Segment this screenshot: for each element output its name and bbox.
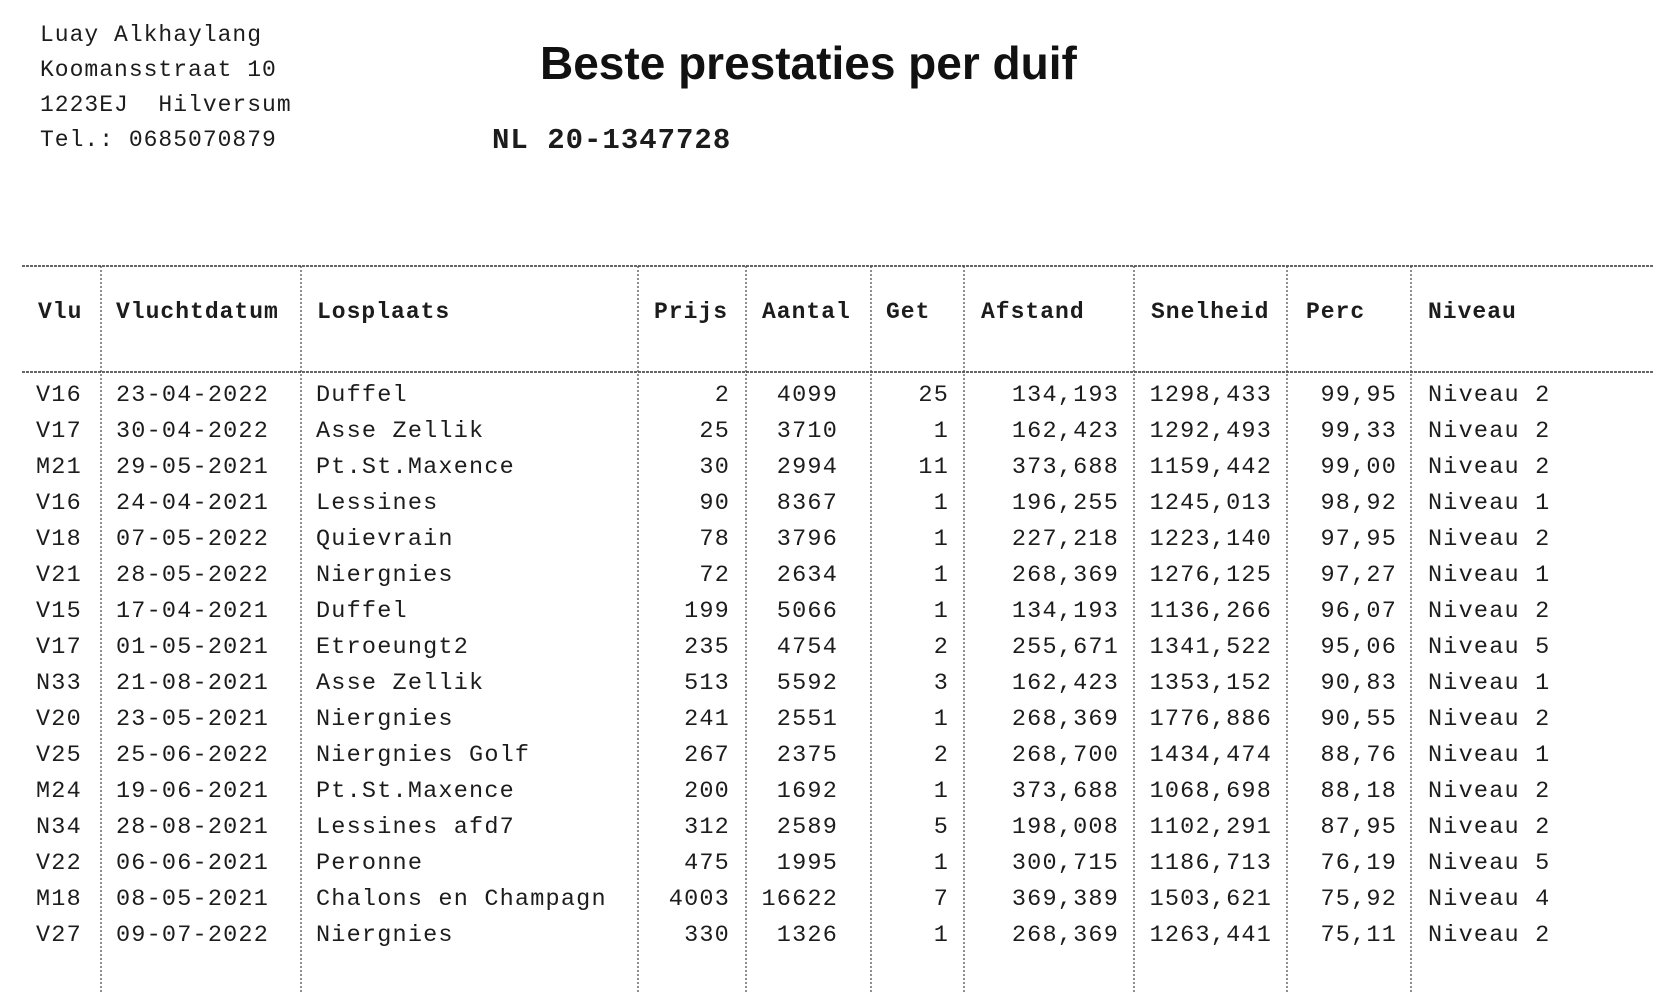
- cell-aantal: 2634: [776, 562, 838, 589]
- table-row: [0, 666, 1654, 702]
- cell-get: 1: [933, 418, 949, 445]
- cell-niveau: Niveau 2: [1428, 598, 1551, 625]
- cell-aantal: 2375: [776, 742, 838, 769]
- cell-aantal: 5592: [776, 670, 838, 697]
- header-vluchtdatum: Vluchtdatum: [116, 299, 279, 325]
- cell-perc: 96,07: [1320, 598, 1397, 625]
- cell-perc: 97,95: [1320, 526, 1397, 553]
- cell-niveau: Niveau 2: [1428, 778, 1551, 805]
- cell-aantal: 3710: [776, 418, 838, 445]
- cell-get: 2: [933, 634, 949, 661]
- cell-niveau: Niveau 2: [1428, 706, 1551, 733]
- cell-afstand: 268,369: [1011, 706, 1119, 733]
- cell-vluchtdatum: 23-04-2022: [116, 382, 270, 409]
- cell-get: 1: [933, 778, 949, 805]
- cell-perc: 99,33: [1320, 418, 1397, 445]
- cell-aantal: 4099: [776, 382, 838, 409]
- cell-afstand: 134,193: [1011, 598, 1119, 625]
- cell-vluchtdatum: 30-04-2022: [116, 418, 270, 445]
- cell-afstand: 373,688: [1011, 454, 1119, 481]
- cell-vlu: V27: [36, 922, 82, 949]
- cell-afstand: 369,389: [1011, 886, 1119, 913]
- cell-losplaats: Chalons en Champagn: [316, 886, 607, 913]
- cell-afstand: 268,369: [1011, 922, 1119, 949]
- cell-prijs: 30: [699, 454, 730, 481]
- cell-afstand: 268,369: [1011, 562, 1119, 589]
- cell-vlu: M18: [36, 886, 82, 913]
- cell-vlu: V16: [36, 490, 82, 517]
- cell-losplaats: Niergnies: [316, 562, 454, 589]
- cell-perc: 75,92: [1320, 886, 1397, 913]
- cell-losplaats: Pt.St.Maxence: [316, 778, 515, 805]
- cell-losplaats: Duffel: [316, 382, 408, 409]
- cell-prijs: 235: [684, 634, 730, 661]
- cell-perc: 99,95: [1320, 382, 1397, 409]
- table-row: [0, 918, 1654, 954]
- cell-get: 25: [918, 382, 949, 409]
- cell-prijs: 330: [684, 922, 730, 949]
- cell-losplaats: Asse Zellik: [316, 418, 485, 445]
- cell-vlu: V22: [36, 850, 82, 877]
- cell-prijs: 267: [684, 742, 730, 769]
- cell-vlu: V18: [36, 526, 82, 553]
- cell-afstand: 162,423: [1011, 418, 1119, 445]
- cell-get: 1: [933, 490, 949, 517]
- table-row: [0, 630, 1654, 666]
- header-prijs: Prijs: [654, 299, 729, 325]
- cell-snelheid: 1341,522: [1149, 634, 1272, 661]
- cell-niveau: Niveau 1: [1428, 742, 1551, 769]
- cell-vlu: N34: [36, 814, 82, 841]
- cell-perc: 90,83: [1320, 670, 1397, 697]
- cell-aantal: 1326: [776, 922, 838, 949]
- cell-snelheid: 1102,291: [1149, 814, 1272, 841]
- cell-snelheid: 1434,474: [1149, 742, 1272, 769]
- cell-niveau: Niveau 2: [1428, 922, 1551, 949]
- cell-vlu: V25: [36, 742, 82, 769]
- owner-name: Luay Alkhaylang: [40, 22, 263, 48]
- cell-afstand: 162,423: [1011, 670, 1119, 697]
- header-snelheid: Snelheid: [1151, 299, 1270, 325]
- cell-snelheid: 1159,442: [1149, 454, 1272, 481]
- cell-losplaats: Pt.St.Maxence: [316, 454, 515, 481]
- cell-get: 11: [918, 454, 949, 481]
- cell-perc: 90,55: [1320, 706, 1397, 733]
- cell-vlu: V21: [36, 562, 82, 589]
- cell-prijs: 475: [684, 850, 730, 877]
- cell-prijs: 25: [699, 418, 730, 445]
- table-row: [0, 522, 1654, 558]
- cell-perc: 97,27: [1320, 562, 1397, 589]
- cell-afstand: 255,671: [1011, 634, 1119, 661]
- header-perc: Perc: [1306, 299, 1366, 325]
- table-row: [0, 846, 1654, 882]
- cell-vluchtdatum: 28-05-2022: [116, 562, 270, 589]
- cell-losplaats: Lessines: [316, 490, 439, 517]
- cell-losplaats: Niergnies: [316, 922, 454, 949]
- cell-vluchtdatum: 23-05-2021: [116, 706, 270, 733]
- cell-vlu: N33: [36, 670, 82, 697]
- cell-perc: 98,92: [1320, 490, 1397, 517]
- cell-aantal: 8367: [776, 490, 838, 517]
- cell-prijs: 90: [699, 490, 730, 517]
- cell-niveau: Niveau 2: [1428, 454, 1551, 481]
- cell-afstand: 227,218: [1011, 526, 1119, 553]
- cell-aantal: 2589: [776, 814, 838, 841]
- cell-vlu: V17: [36, 634, 82, 661]
- cell-vluchtdatum: 19-06-2021: [116, 778, 270, 805]
- cell-vluchtdatum: 21-08-2021: [116, 670, 270, 697]
- cell-aantal: 4754: [776, 634, 838, 661]
- table-row: [0, 414, 1654, 450]
- cell-niveau: Niveau 5: [1428, 634, 1551, 661]
- cell-vluchtdatum: 01-05-2021: [116, 634, 270, 661]
- cell-prijs: 4003: [668, 886, 730, 913]
- cell-snelheid: 1068,698: [1149, 778, 1272, 805]
- cell-niveau: Niveau 2: [1428, 418, 1551, 445]
- cell-prijs: 241: [684, 706, 730, 733]
- cell-vlu: M21: [36, 454, 82, 481]
- page-title: Beste prestaties per duif: [540, 37, 1077, 89]
- cell-vluchtdatum: 25-06-2022: [116, 742, 270, 769]
- cell-afstand: 268,700: [1011, 742, 1119, 769]
- table-row: [0, 774, 1654, 810]
- cell-losplaats: Peronne: [316, 850, 424, 877]
- cell-aantal: 1692: [776, 778, 838, 805]
- cell-snelheid: 1292,493: [1149, 418, 1272, 445]
- cell-get: 1: [933, 562, 949, 589]
- cell-perc: 88,18: [1320, 778, 1397, 805]
- cell-snelheid: 1298,433: [1149, 382, 1272, 409]
- cell-perc: 76,19: [1320, 850, 1397, 877]
- cell-perc: 87,95: [1320, 814, 1397, 841]
- cell-niveau: Niveau 5: [1428, 850, 1551, 877]
- cell-perc: 99,00: [1320, 454, 1397, 481]
- cell-aantal: 1995: [776, 850, 838, 877]
- table-row: [0, 702, 1654, 738]
- owner-phone: Tel.: 0685070879: [40, 127, 277, 153]
- header-afstand: Afstand: [981, 299, 1085, 325]
- cell-vlu: V16: [36, 382, 82, 409]
- cell-losplaats: Niergnies: [316, 706, 454, 733]
- cell-aantal: 3796: [776, 526, 838, 553]
- cell-get: 1: [933, 598, 949, 625]
- cell-afstand: 300,715: [1011, 850, 1119, 877]
- table-row: [0, 486, 1654, 522]
- owner-address-block: [40, 18, 292, 158]
- header-niveau: Niveau: [1428, 299, 1517, 325]
- cell-snelheid: 1276,125: [1149, 562, 1272, 589]
- cell-perc: 95,06: [1320, 634, 1397, 661]
- cell-vlu: V20: [36, 706, 82, 733]
- cell-niveau: Niveau 1: [1428, 670, 1551, 697]
- cell-vluchtdatum: 08-05-2021: [116, 886, 270, 913]
- pigeon-id: NL 20-1347728: [492, 124, 732, 157]
- owner-street: Koomansstraat 10: [40, 57, 277, 83]
- table-row: [0, 450, 1654, 486]
- cell-losplaats: Lessines afd7: [316, 814, 515, 841]
- cell-niveau: Niveau 1: [1428, 562, 1551, 589]
- table-row: [0, 558, 1654, 594]
- table-row: [0, 738, 1654, 774]
- cell-aantal: 2994: [776, 454, 838, 481]
- cell-get: 7: [933, 886, 949, 913]
- cell-prijs: 312: [684, 814, 730, 841]
- cell-afstand: 134,193: [1011, 382, 1119, 409]
- cell-get: 5: [933, 814, 949, 841]
- cell-vluchtdatum: 24-04-2021: [116, 490, 270, 517]
- cell-aantal: 2551: [776, 706, 838, 733]
- header-vlu: Vlu: [38, 299, 83, 325]
- cell-prijs: 78: [699, 526, 730, 553]
- table-row: [0, 882, 1654, 918]
- cell-losplaats: Quievrain: [316, 526, 454, 553]
- header-aantal: Aantal: [762, 299, 851, 325]
- cell-vluchtdatum: 29-05-2021: [116, 454, 270, 481]
- cell-snelheid: 1223,140: [1149, 526, 1272, 553]
- cell-perc: 75,11: [1320, 922, 1397, 949]
- cell-aantal: 16622: [761, 886, 838, 913]
- cell-niveau: Niveau 4: [1428, 886, 1551, 913]
- cell-prijs: 199: [684, 598, 730, 625]
- table-row: [0, 810, 1654, 846]
- cell-get: 1: [933, 850, 949, 877]
- cell-vluchtdatum: 17-04-2021: [116, 598, 270, 625]
- table-row: [0, 378, 1654, 414]
- cell-afstand: 373,688: [1011, 778, 1119, 805]
- owner-city: 1223EJ Hilversum: [40, 92, 292, 118]
- cell-prijs: 2: [714, 382, 730, 409]
- cell-get: 1: [933, 706, 949, 733]
- cell-snelheid: 1186,713: [1149, 850, 1272, 877]
- cell-afstand: 196,255: [1011, 490, 1119, 517]
- cell-vlu: V15: [36, 598, 82, 625]
- cell-vluchtdatum: 28-08-2021: [116, 814, 270, 841]
- table-row: [0, 594, 1654, 630]
- cell-afstand: 198,008: [1011, 814, 1119, 841]
- cell-snelheid: 1776,886: [1149, 706, 1272, 733]
- cell-get: 1: [933, 526, 949, 553]
- cell-vluchtdatum: 07-05-2022: [116, 526, 270, 553]
- header-losplaats: Losplaats: [317, 299, 451, 325]
- cell-vluchtdatum: 09-07-2022: [116, 922, 270, 949]
- cell-perc: 88,76: [1320, 742, 1397, 769]
- cell-losplaats: Asse Zellik: [316, 670, 485, 697]
- cell-vluchtdatum: 06-06-2021: [116, 850, 270, 877]
- cell-prijs: 513: [684, 670, 730, 697]
- cell-prijs: 72: [699, 562, 730, 589]
- cell-snelheid: 1136,266: [1149, 598, 1272, 625]
- cell-prijs: 200: [684, 778, 730, 805]
- cell-get: 3: [933, 670, 949, 697]
- cell-losplaats: Duffel: [316, 598, 408, 625]
- cell-losplaats: Etroeungt2: [316, 634, 470, 661]
- cell-niveau: Niveau 1: [1428, 490, 1551, 517]
- cell-vlu: M24: [36, 778, 82, 805]
- cell-vlu: V17: [36, 418, 82, 445]
- cell-snelheid: 1263,441: [1149, 922, 1272, 949]
- cell-losplaats: Niergnies Golf: [316, 742, 531, 769]
- cell-snelheid: 1503,621: [1149, 886, 1272, 913]
- cell-snelheid: 1353,152: [1149, 670, 1272, 697]
- header-get: Get: [886, 299, 931, 325]
- cell-aantal: 5066: [776, 598, 838, 625]
- cell-niveau: Niveau 2: [1428, 814, 1551, 841]
- cell-snelheid: 1245,013: [1149, 490, 1272, 517]
- cell-get: 1: [933, 922, 949, 949]
- cell-niveau: Niveau 2: [1428, 382, 1551, 409]
- cell-niveau: Niveau 2: [1428, 526, 1551, 553]
- cell-get: 2: [933, 742, 949, 769]
